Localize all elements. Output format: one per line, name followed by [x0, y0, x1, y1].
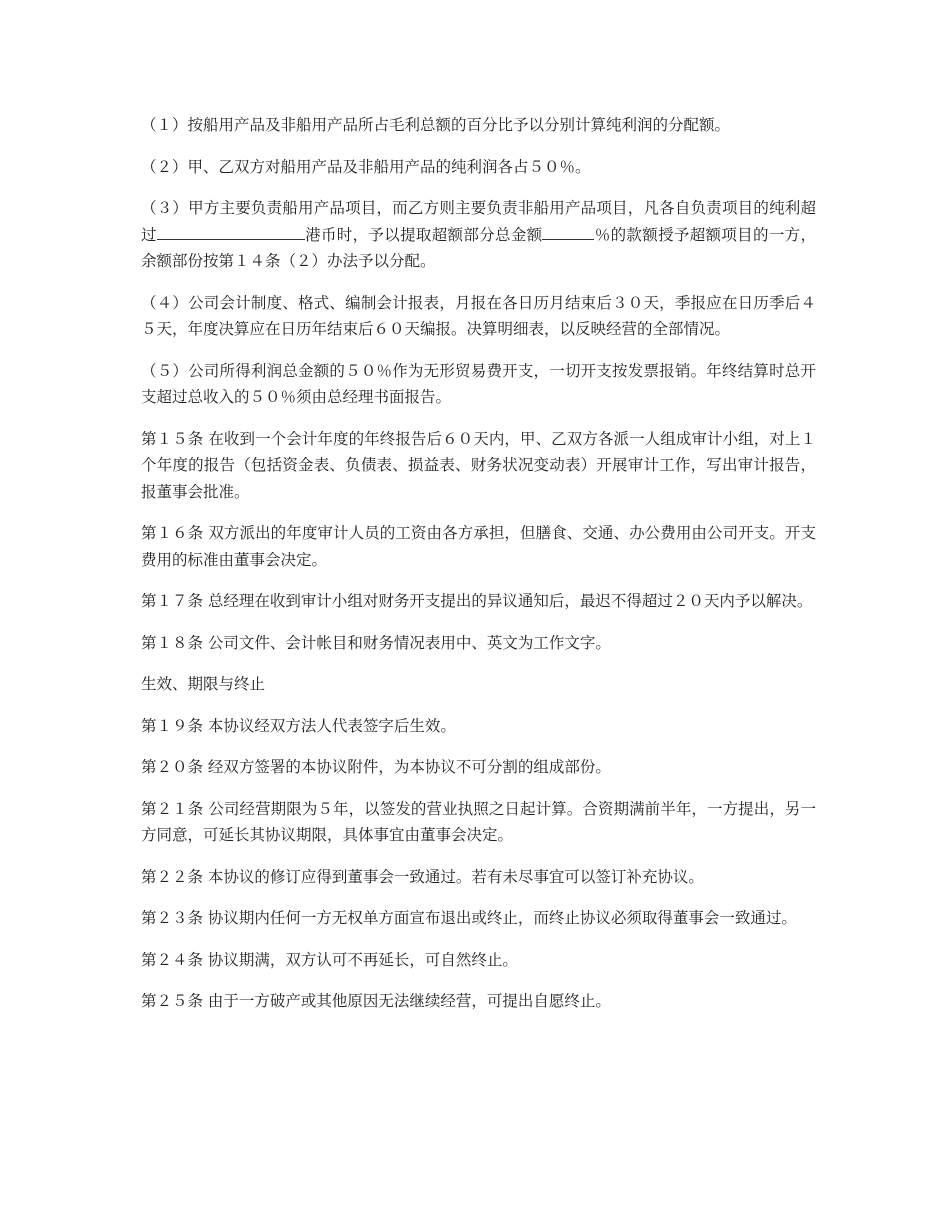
article-16: 第１６条 双方派出的年度审计人员的工资由各方承担，但膳食、交通、办公费用由公司开支。开支费用的标准由董事会决定。 [141, 524, 816, 569]
clause-1: （１）按船用产品及非船用产品所占毛利总额的百分比予以分别计算纯利润的分配额。 [141, 116, 731, 134]
percent-blank-field[interactable] [542, 223, 594, 240]
article-18: 第１８条 公司文件、会计帐目和财务情况表用中、英文为工作文字。 [141, 633, 611, 652]
clause-5: （５）公司所得利润总金额的５０％作为无形贸易费开支，一切开支按发票报销。年终结算时总开支超过总收入的５０％须由总经理书面报告。 [141, 361, 816, 406]
article-21: 第２１条 公司经营期限为５年，以签发的营业执照之日起计算。合资期满前半年，一方提出，另一方同意，可延长其协议期限，具体事宜由董事会决定。 [141, 799, 816, 844]
clause-3-text-a: （３）甲方主要负责船用产品项目，而乙方则主要负责非船用产品项目，凡各自负责项目的纯利超过 [141, 199, 816, 244]
clause-3-text-b: 港币时，予以提取超额部分总金额 [304, 225, 543, 244]
article-15: 第１５条 在收到一个会计年度的年终报告后６０天内，甲、乙双方各派一人组成审计小组，对上１个年度的报告（包括资金表、负债表、损益表、财务状况变动表）开展审计工作，写出审计报告，报董事会批准。 [141, 429, 816, 501]
article-19: 第１９条 本协议经双方法人代表签字后生效。 [141, 716, 456, 735]
document-body [141, 112, 816, 1030]
clause-3-text-c: ％的款额授予超额项目的一方，余额部份按第１４条（２）办法予以分配。 [141, 225, 816, 270]
article-17: 第１７条 总经理在收到审计小组对财务开支提出的异议通知后，最迟不得超过２０天内予以解决。 [141, 592, 813, 610]
article-25: 第２５条 由于一方破产或其他原因无法继续经营，可提出自愿终止。 [141, 992, 611, 1010]
article-20: 第２０条 经双方签署的本协议附件，为本协议不可分割的组成部份。 [141, 758, 611, 776]
amount-blank-field[interactable] [157, 223, 305, 240]
clause-2: （２）甲、乙双方对船用产品及非船用产品的纯利润各占５０％。 [141, 157, 591, 176]
clause-3 [141, 195, 816, 275]
section-heading: 生效、期限与终止 [141, 675, 266, 693]
article-22: 第２２条 本协议的修订应得到董事会一致通过。若有未尽事宜可以签订补充协议。 [141, 867, 704, 886]
article-24: 第２４条 协议期满，双方认可不再延长，可自然终止。 [141, 950, 518, 969]
clause-4: （４）公司会计制度、格式、编制会计报表，月报在各日历月结束后３０天，季报应在日历季后４５天，年度决算应在日历年结束后６０天编报。决算明细表，以反映经营的全部情况。 [141, 293, 816, 338]
article-23: 第２３条 协议期内任何一方无权单方面宣布退出或终止，而终止协议必须取得董事会一致通过。 [141, 909, 797, 927]
